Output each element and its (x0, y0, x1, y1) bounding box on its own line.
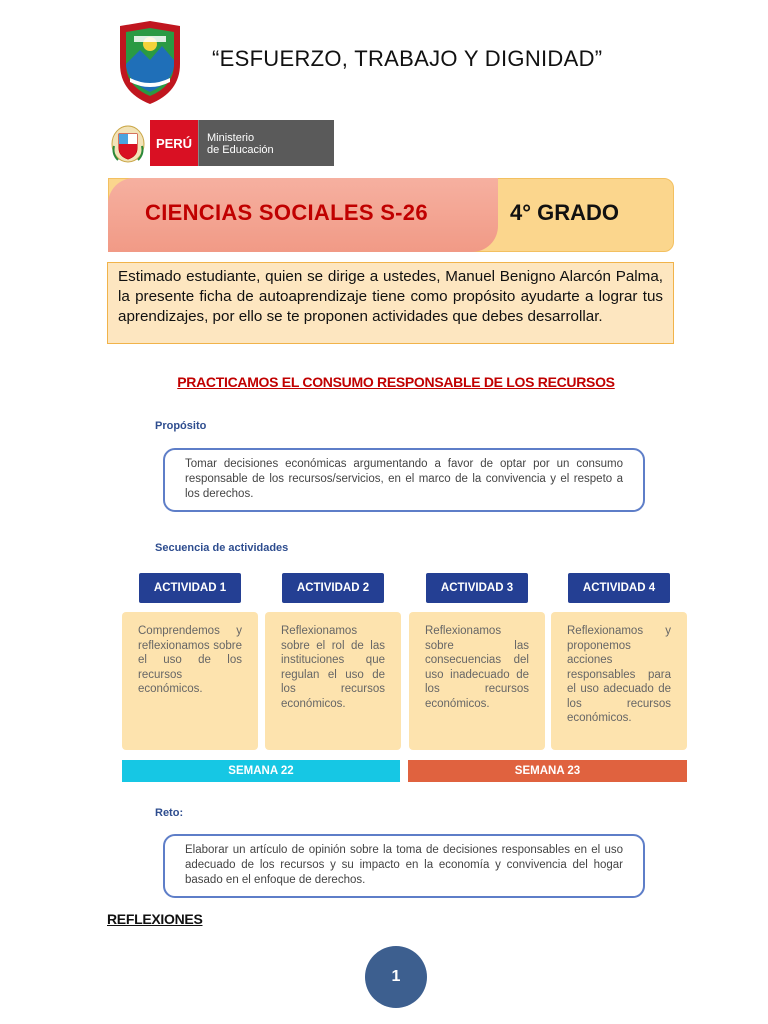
page-number: 1 (365, 946, 427, 1008)
ministry-name-line1: Ministerio (207, 132, 255, 144)
purpose-label: Propósito (155, 420, 207, 432)
challenge-box: Elaborar un artículo de opinión sobre la toma de decisiones responsables en el uso adecuado de los recursos y su impacto en la economía y convivencia del hogar basado en el enfoque de derechos. (163, 834, 645, 898)
challenge-label: Reto: (155, 807, 184, 819)
activity-4-header: ACTIVIDAD 4 (568, 573, 670, 603)
subject-title: CIENCIAS SOCIALES S-26 (145, 200, 428, 225)
activity-3-header: ACTIVIDAD 3 (426, 573, 528, 603)
peru-coat-of-arms-icon (110, 124, 146, 164)
intro-message: Estimado estudiante, quien se dirige a ustedes, Manuel Benigno Alarcón Palma, la presente ficha de autoaprendizaje tiene como propósito ayudarte a lograr tus aprendizajes, por ello se te proponen actividades que debes desarrollar. (107, 262, 674, 344)
ministry-name (198, 120, 334, 166)
grade-label: 4° GRADO (510, 200, 620, 225)
activity-1-description: Comprendemos y reflexionamos sobre el uso de los recursos económicos. (122, 612, 258, 750)
school-crest-logo (116, 20, 184, 106)
activity-2-description: Reflexionamos sobre el rol de las instituciones que regulan el uso de los recursos económicos. (265, 612, 401, 750)
activity-2-header: ACTIVIDAD 2 (282, 573, 384, 603)
week-22-bar: SEMANA 22 (122, 760, 400, 782)
school-motto: “ESFUERZO, TRABAJO Y DIGNIDAD” (212, 46, 603, 71)
activity-1-header: ACTIVIDAD 1 (139, 573, 241, 603)
week-23-bar: SEMANA 23 (408, 760, 687, 782)
purpose-box: Tomar decisiones económicas argumentando a favor de optar por un consumo responsable de los recursos/servicios, en el marco de la convivencia y el respeto a los derechos. (163, 448, 645, 512)
reflections-heading: REFLEXIONES (107, 911, 203, 927)
section-heading: PRACTICAMOS EL CONSUMO RESPONSABLE DE LOS RECURSOS (177, 374, 615, 390)
activity-4-description: Reflexionamos y proponemos acciones responsables para el uso adecuado de los recursos económicos. (551, 612, 687, 750)
ministry-name-line2: de Educación (207, 144, 274, 156)
activity-sequence-label: Secuencia de actividades (155, 542, 289, 554)
peru-label: PERÚ (150, 120, 198, 166)
activity-3-description: Reflexionamos sobre las consecuencias del uso inadecuado de los recursos económicos. (409, 612, 545, 750)
